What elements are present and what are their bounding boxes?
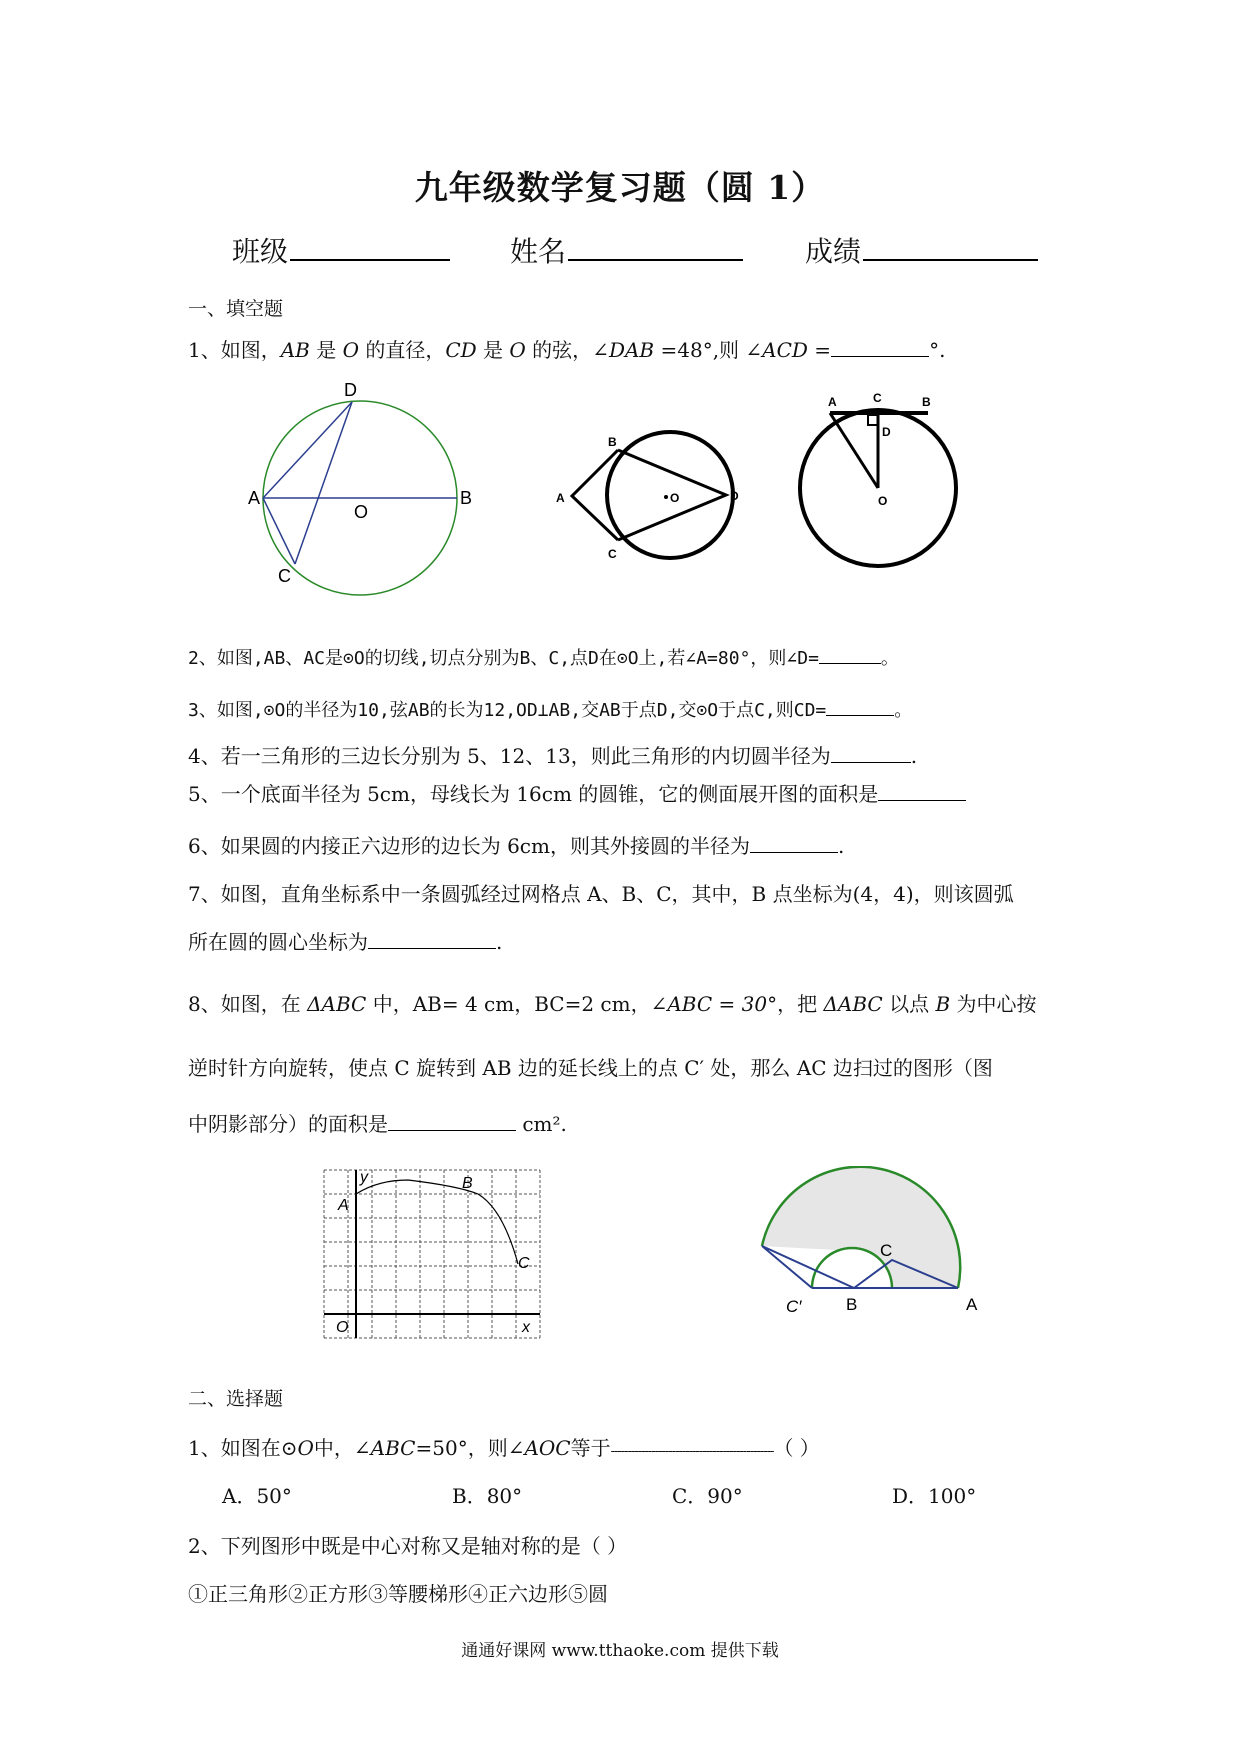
label-d: D: [730, 489, 739, 503]
label-c: C: [608, 547, 617, 561]
q8-tri2: ΔABC: [823, 992, 883, 1016]
q1-ab: AB: [280, 338, 310, 362]
s2q1-pre: 1、如图在⊙: [188, 1436, 298, 1460]
question-1-7-line2: [188, 926, 502, 955]
q3-text: 3、如图,⊙O的半径为10,弦AB的长为12,OD⊥AB,交AB于点D,交⊙O于点C,则CD=: [188, 700, 827, 721]
q7-line2: 所在圆的圆心坐标为: [188, 930, 368, 954]
q5-text: 5、一个底面半径为 5cm，母线长为 16cm 的圆锥，它的侧面展开图的面积是: [188, 782, 879, 806]
score-blank[interactable]: [863, 237, 1038, 261]
q6-text: 6、如果圆的内接正六边形的边长为 6cm，则其外接圆的半径为: [188, 834, 750, 858]
q1-cd: CD: [445, 338, 477, 362]
label-c: C: [278, 566, 291, 586]
q2-text: 2、如图,AB、AC是⊙O的切线,切点分别为B、C,点D在⊙O上,若∠A=80°，则∠D=: [188, 648, 819, 669]
q2-tail: 。: [880, 648, 899, 669]
question-1-8-line3: [188, 1108, 567, 1137]
q1-t4: 的弦，: [525, 338, 593, 362]
q2-blank[interactable]: [819, 649, 881, 664]
q3-blank[interactable]: [826, 701, 894, 716]
figure-rotation-sector: [750, 1166, 990, 1330]
q8-b: B: [935, 992, 951, 1016]
q8-l1c: ，把: [777, 992, 824, 1016]
q1-t7: °.: [929, 338, 946, 362]
q7-tail: .: [496, 930, 503, 954]
label-a: A: [248, 488, 261, 508]
q8-line3b: cm².: [516, 1112, 567, 1136]
score-field: [805, 230, 1038, 270]
label-o: O: [354, 502, 369, 522]
question-2-2-items: ①正三角形②正方形③等腰梯形④正六边形⑤圆: [188, 1582, 608, 1606]
chord-cd: [295, 402, 352, 564]
label-c: C: [873, 391, 882, 405]
arc-abc: [356, 1180, 518, 1264]
name-blank[interactable]: [568, 237, 743, 261]
q8-l1d: 以点: [882, 992, 936, 1016]
name-field: [510, 230, 743, 270]
label-a: A: [338, 1197, 349, 1214]
q6-tail: .: [837, 834, 845, 858]
q7-blank[interactable]: [368, 934, 496, 949]
center-dot: [664, 495, 668, 499]
q1-ang1: ∠DAB: [592, 338, 655, 362]
label-o: O: [336, 1319, 349, 1336]
q1-t3: 是: [476, 338, 510, 362]
q1-t6: =: [807, 338, 832, 362]
label-b: B: [460, 488, 473, 508]
s2q1-aoc: AOC: [524, 1436, 571, 1460]
question-2-2: 2、下列图形中既是中心对称又是轴对称的是（ ）: [188, 1534, 628, 1558]
s2q1-post: 等于: [570, 1436, 611, 1460]
q8-l1e: 为中心按: [950, 992, 1037, 1016]
label-b: B: [462, 1175, 473, 1192]
label-d: D: [882, 425, 891, 439]
q1-pre: 1、如图，: [188, 338, 281, 362]
class-field: [232, 230, 450, 270]
class-blank[interactable]: [290, 237, 450, 261]
option-a[interactable]: A．50°: [222, 1484, 292, 1508]
tangent-lines: [572, 450, 618, 540]
chord-ac: [263, 498, 295, 564]
label-b: B: [922, 395, 931, 409]
figure-grid-arc: [318, 1164, 548, 1344]
q1-ang2: ∠ACD: [745, 338, 808, 362]
figure-chord-perpendicular: [790, 388, 980, 568]
question-1-8-line1: [188, 988, 1037, 1017]
q6-blank[interactable]: [750, 838, 838, 853]
label-c: C: [518, 1255, 530, 1272]
q1-t2: 的直径，: [359, 338, 446, 362]
s2q1-abc: ABC: [370, 1436, 416, 1460]
question-1-8-line2: 逆时针方向旋转，使点 C 旋转到 AB 边的延长线上的点 C′ 处，那么 AC 边扫过的图形（图: [188, 1056, 993, 1080]
label-d: D: [344, 380, 357, 400]
question-1-4: [188, 740, 917, 769]
label-b: B: [846, 1295, 858, 1314]
q4-blank[interactable]: [831, 748, 911, 763]
label-c-prime: C′: [786, 1297, 802, 1316]
page-title: 九年级数学复习题（圆 1）: [414, 168, 826, 207]
s2q1-o: O: [297, 1436, 314, 1460]
question-1-7-line1: 7、如图，直角坐标系中一条圆弧经过网格点 A、B、C，其中，B 点坐标为(4，4)，则该圆弧: [188, 882, 1014, 906]
q3-tail: 。: [894, 700, 913, 721]
q4-text: 4、若一三角形的三边长分别为 5、12、13，则此三角形的内切圆半径为: [188, 744, 831, 768]
question-1-5: [188, 778, 966, 807]
s2q1-paren: （ ）: [773, 1436, 820, 1460]
question-1-6: [188, 830, 844, 859]
question-2-1: [188, 1432, 820, 1461]
s2q1-mid: 中，∠: [313, 1436, 371, 1460]
q1-o2: O: [509, 338, 526, 362]
q8-ang: ∠ABC = 30°: [650, 992, 778, 1016]
label-o: O: [878, 494, 888, 508]
option-b[interactable]: B．80°: [452, 1484, 523, 1508]
question-1-1: [188, 334, 945, 363]
triangle-rotated: [762, 1246, 854, 1288]
q1-o1: O: [342, 338, 359, 362]
label-a: A: [966, 1295, 978, 1314]
label-o: O: [670, 491, 680, 505]
figure-tangent-lines: [550, 430, 750, 570]
q8-tri1: ΔABC: [307, 992, 367, 1016]
option-d[interactable]: D．100°: [892, 1484, 977, 1508]
q1-blank[interactable]: [831, 340, 929, 357]
q1-t1: 是: [309, 338, 343, 362]
q8-blank[interactable]: [388, 1116, 516, 1131]
s2q1-dashes: ------------------------------------------------: [610, 1444, 774, 1459]
q8-l1a: 8、如图，在: [188, 992, 308, 1016]
class-label: 班级: [232, 235, 289, 268]
question-1-2: [188, 644, 899, 670]
question-1-3: [188, 696, 912, 722]
figure-circle-diameter: [248, 380, 488, 600]
q5-blank[interactable]: [878, 786, 966, 801]
q8-l1b: 中，AB= 4 cm，BC=2 cm，: [366, 992, 651, 1016]
label-x: x: [522, 1319, 530, 1336]
label-y: y: [360, 1169, 368, 1186]
q1-t5: =48°,则: [654, 338, 746, 362]
section1-heading: 一、填空题: [188, 298, 284, 320]
s2q1-mid2: =50°，则∠: [415, 1436, 525, 1460]
name-label: 姓名: [510, 235, 567, 268]
label-a: A: [828, 395, 837, 409]
q4-tail: .: [910, 744, 918, 768]
label-b: B: [608, 435, 617, 449]
score-label: 成绩: [805, 235, 862, 268]
label-c: C: [880, 1241, 893, 1260]
section2-heading: 二、选择题: [188, 1388, 284, 1410]
footer-text: 通通好课网 www.tthaoke.com 提供下载: [461, 1641, 779, 1661]
q8-line3a: 中阴影部分）的面积是: [188, 1112, 388, 1136]
option-c[interactable]: C．90°: [672, 1484, 743, 1508]
label-a: A: [556, 491, 565, 505]
